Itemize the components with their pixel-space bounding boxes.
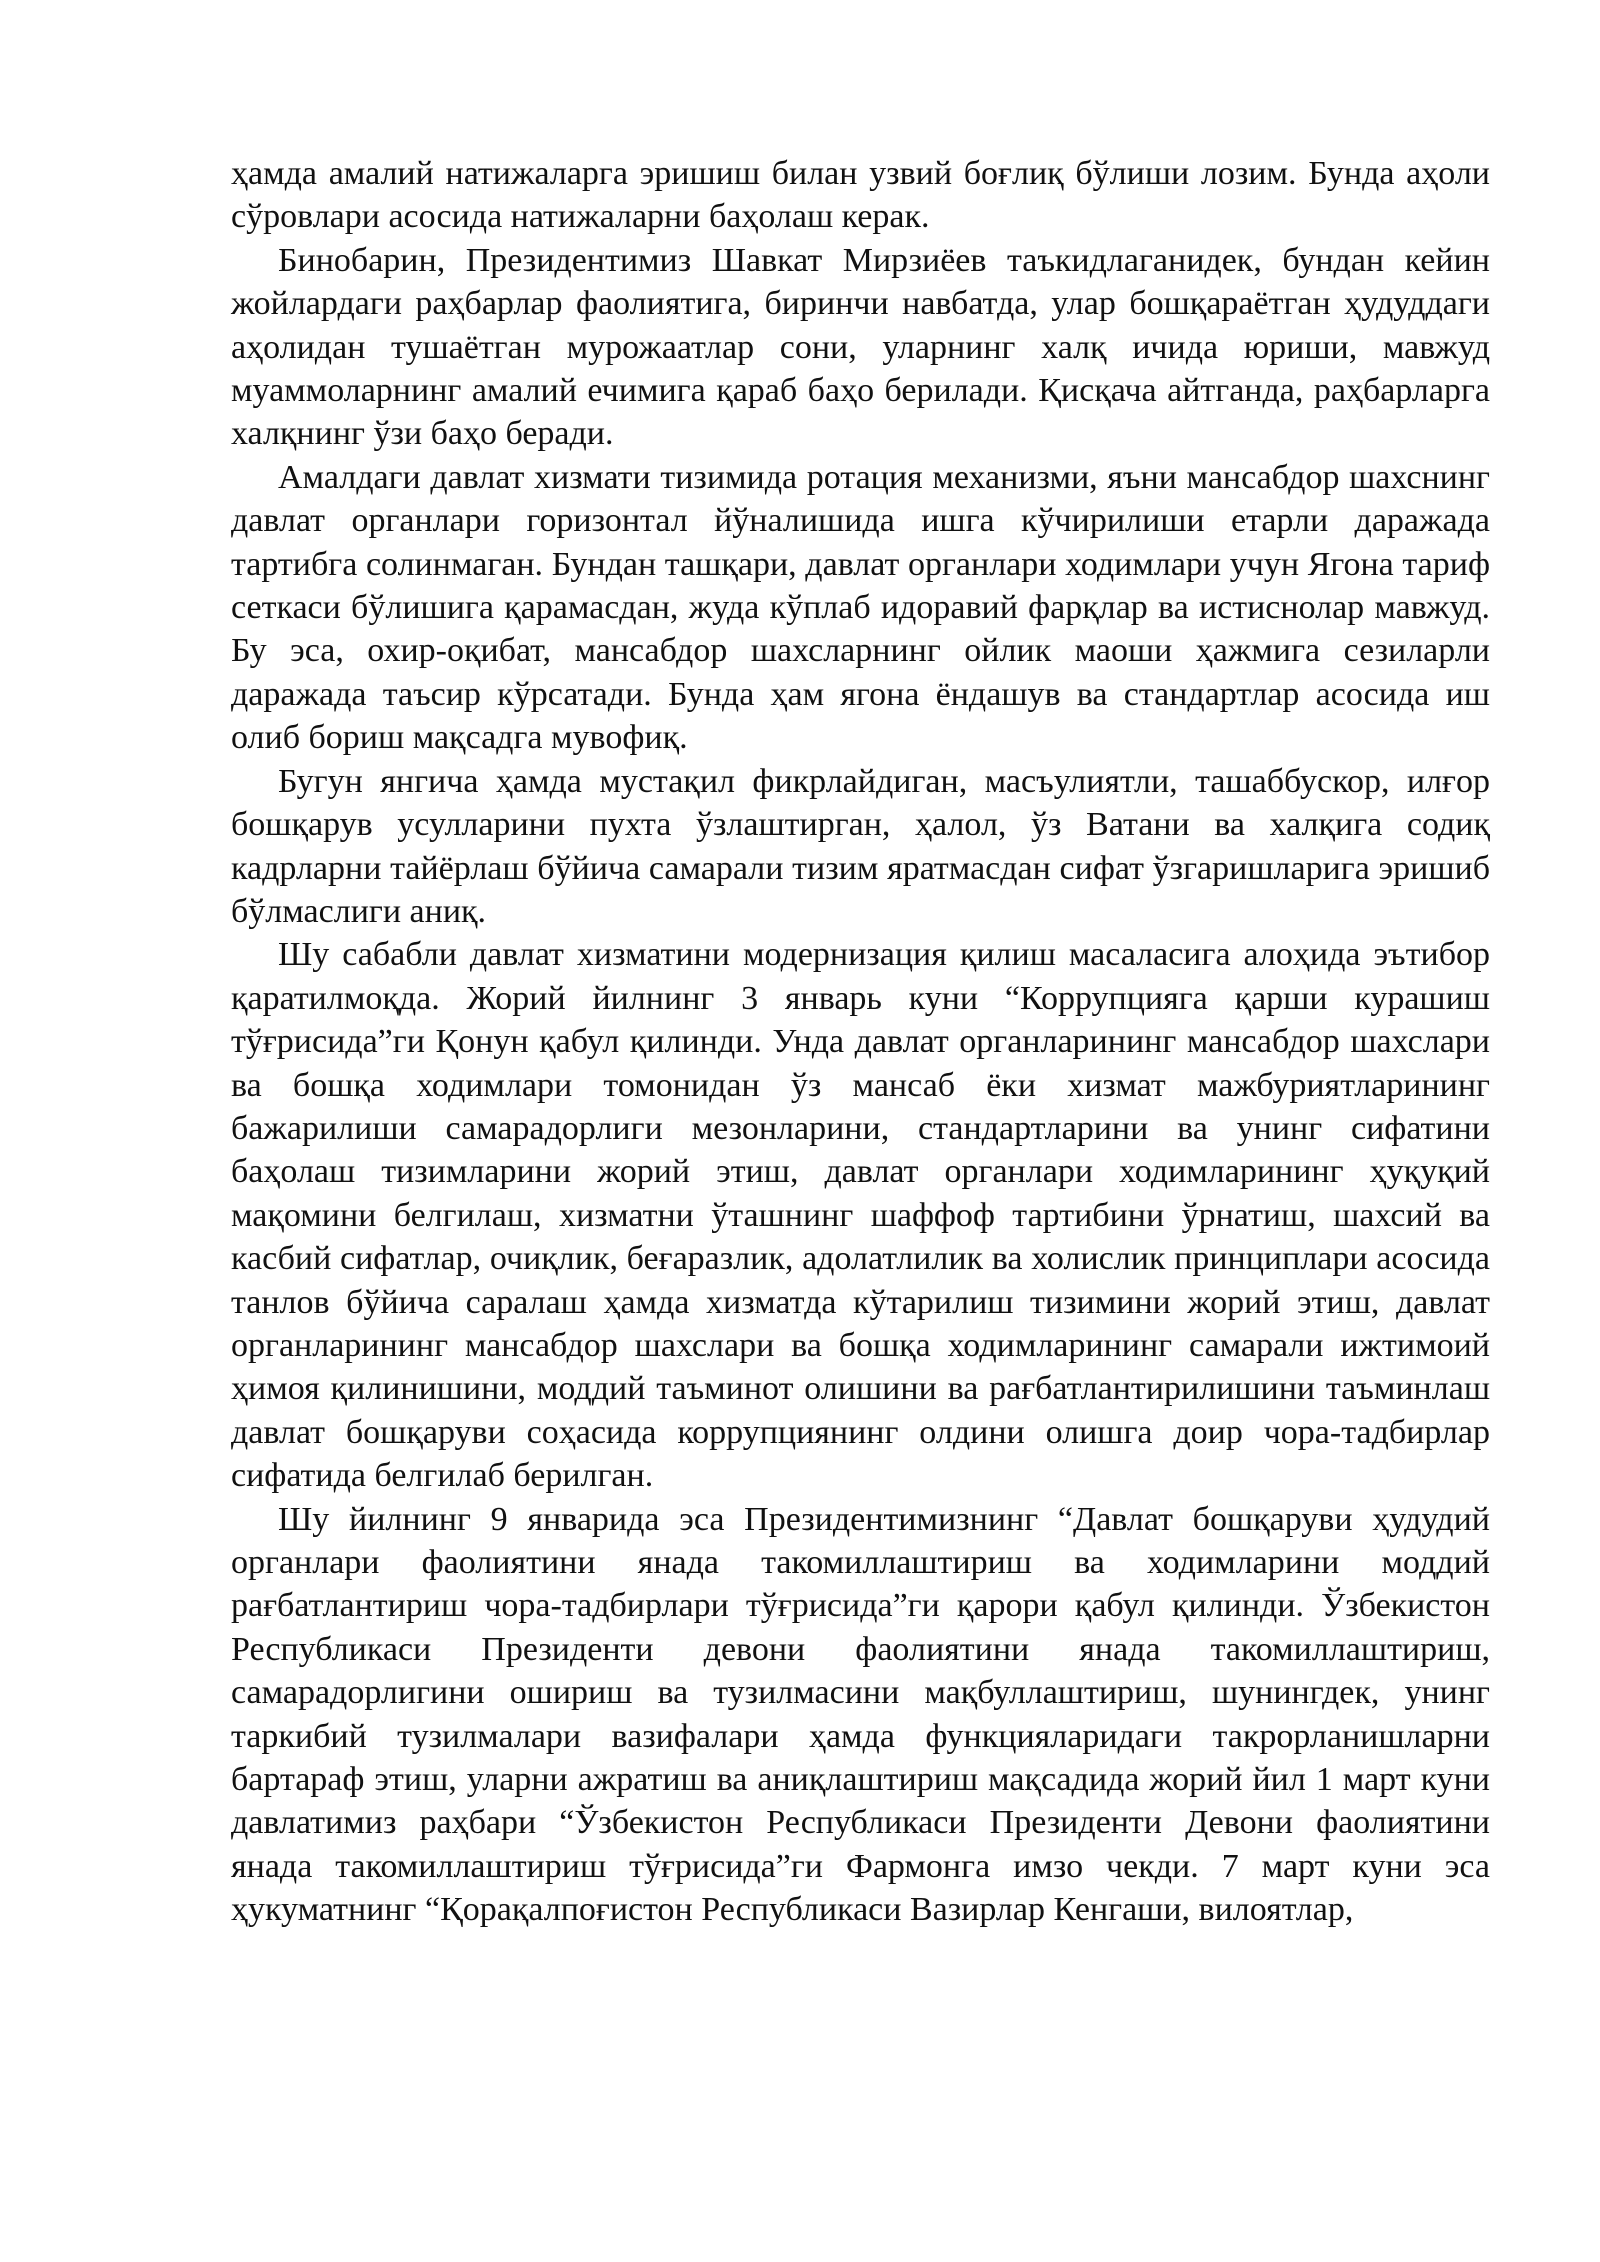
paragraph-4: Бугун янгича ҳамда мустақил фикрлайдиган, масъулиятли, ташаббускор, илғор бошқарув усулларини пухта ўзлаштирган, ҳалол, ўз Ватани ва халқига содиқ кадрларни тайёрлаш бўйича самарали тизим яратмасдан сифат ўзгаришларига эришиб бўлмаслиги аниқ. — [231, 762, 1490, 930]
paragraph-3: Амалдаги давлат хизмати тизимида ротация механизми, яъни мансабдор шахснинг давлат органлари горизонтал йўналишида ишга кўчирилиши етарли даражада тартибга солинмаган. Бундан ташқари, давлат органлари ходимлари учун Ягона тариф сеткаси бўлишига қарамасдан, жуда кўплаб идоравий фарқлар ва истиснолар мавжуд. Бу эса, охир-оқибат, мансабдор шахсларнинг ойлик маоши ҳажмига сезиларли даражада таъсир кўрсатади. Бунда ҳам ягона ёндашув ва стандартлар асосида иш олиб бориш мақсадга мувофиқ. — [231, 458, 1490, 757]
paragraph-6: Шу йилнинг 9 январида эса Президентимизнинг “Давлат бошқаруви ҳудудий органлари фаолиятини янада такомиллаштириш ва ходимларини моддий рағбатлантириш чора-тадбирлари тўғрисида”ги қарори қабул қилинди. Ўзбекистон Республикаси Президенти девони фаолиятини янада такомиллаштириш, самарадорлигини ошириш ва тузилмасини мақбуллаштириш, шунингдек, унинг таркибий тузилмалари вазифалари ҳамда функцияларидаги такрорланишларни бартараф этиш, уларни ажратиш ва аниқлаштириш мақсадида жорий йил 1 март куни давлатимиз раҳбари “Ўзбекистон Республикаси Президенти Девони фаолиятини янада такомиллаштириш тўғрисида”ги Фармонга имзо чекди. 7 март куни эса ҳукуматнинг “Қорақалпоғистон Республикаси Вазирлар Кенгаши, вилоятлар, — [231, 1500, 1490, 1929]
paragraph-2: Бинобарин, Президентимиз Шавкат Мирзиёев таъкидлаганидек, бундан кейин жойлардаги раҳбарлар фаолиятига, биринчи навбатда, улар бошқараётган ҳудуддаги аҳолидан тушаётган мурожаатлар сони, уларнинг халқ ичида юриши, мавжуд муаммоларнинг амалий ечимига қараб баҳо берилади. Қисқача айтганда, раҳбарларга халқнинг ўзи баҳо беради. — [231, 241, 1490, 453]
paragraph-1: ҳамда амалий натижаларга эришиш билан узвий боғлиқ бўлиши лозим. Бунда аҳоли сўровлари асосида натижаларни баҳолаш керак. — [231, 155, 1490, 236]
paragraph-5: Шу сабабли давлат хизматини модернизация қилиш масаласига алоҳида эътибор қаратилмоқда. Жорий йилнинг 3 январь куни “Коррупцияга қарши курашиш тўғрисида”ги Қонун қабул қилинди. Унда давлат органларининг мансабдор шахслари ва бошқа ходимлари томонидан ўз мансаб ёки хизмат мажбуриятларининг бажарилиши самарадорлиги мезонларини, стандартларини ва унинг сифатини баҳолаш тизимларини жорий этиш, давлат органлари ходимларининг ҳуқуқий мақомини белгилаш, хизматни ўташнинг шаффоф тартибини ўрнатиш, шахсий ва касбий сифатлар, очиқлик, беғаразлик, адолатлилик ва холислик принциплари асосида танлов бўйича саралаш ҳамда хизматда кўтарилиш тизимини жорий этиш, давлат органларининг мансабдор шахслари ва бошқа ходимларининг самарали ижтимоий ҳимоя қилинишини, моддий таъминот олишини ва рағбатлантирилишини таъминлаш давлат бошқаруви соҳасида коррупциянинг олдини олишга доир чора-тадбирлар сифатида белгилаб берилган. — [231, 936, 1490, 1495]
document-page — [231, 152, 1490, 1932]
